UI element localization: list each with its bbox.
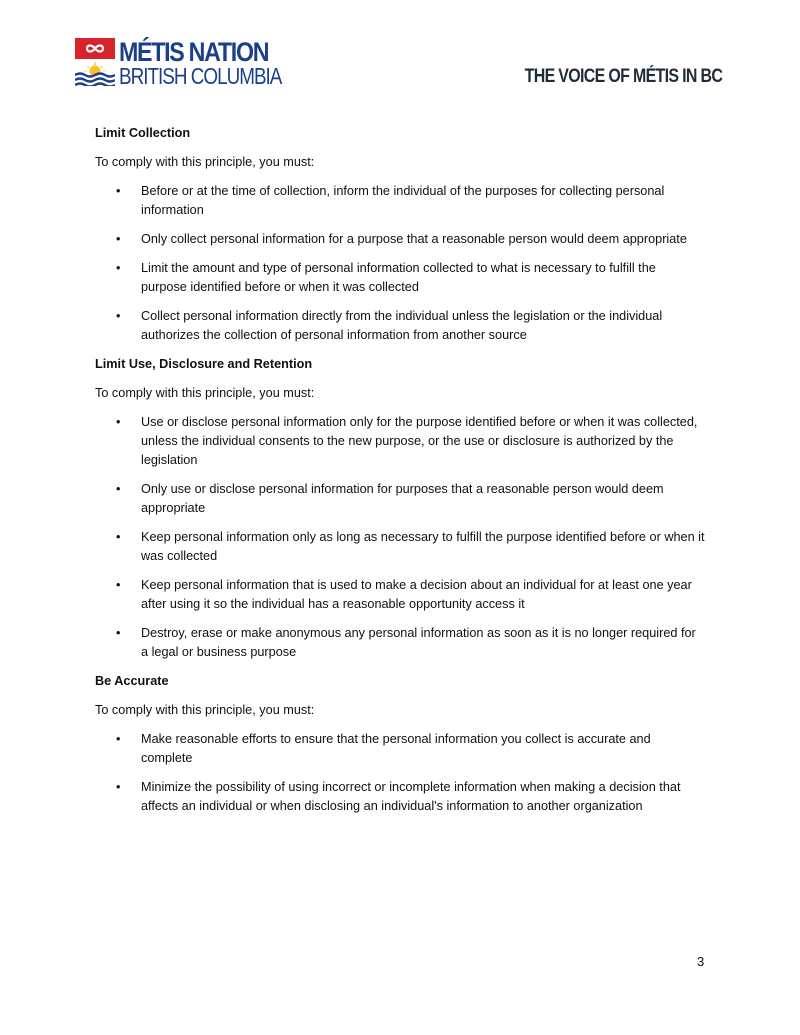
list-item xyxy=(95,480,705,518)
bullet-icon: • xyxy=(116,261,121,275)
list-item xyxy=(95,413,705,470)
bullet-icon: • xyxy=(116,530,121,544)
page-header xyxy=(0,0,800,110)
section-intro: To comply with this principle, you must: xyxy=(95,703,315,717)
bullet-icon: • xyxy=(116,626,121,640)
list-item xyxy=(95,528,705,566)
bullet-icon: • xyxy=(116,309,121,323)
list-item xyxy=(95,182,705,220)
bullet-icon: • xyxy=(116,184,121,198)
list-item xyxy=(95,230,705,249)
list-item-text: Collect personal information directly from the individual unless the legislation or the individual authorizes the collection of personal information from another source xyxy=(141,309,663,342)
bullet-icon: • xyxy=(116,780,121,794)
list-item-text: Make reasonable efforts to ensure that the personal information you collect is accurate and complete xyxy=(141,732,651,765)
list-item-text: Destroy, erase or make anonymous any personal information as soon as it is no longer required for a legal or business purpose xyxy=(141,626,696,659)
bullet-icon: • xyxy=(116,732,121,746)
bullet-icon: • xyxy=(116,482,121,496)
list-item-text: Only collect personal information for a purpose that a reasonable person would deem appropriate xyxy=(141,232,687,246)
list-item-text: Only use or disclose personal information for purposes that a reasonable person would deem appropriate xyxy=(141,482,664,515)
document-body xyxy=(95,124,705,826)
list-item-text: Keep personal information that is used to make a decision about an individual for at least one year after using it so the individual has a reasonable opportunity access it xyxy=(141,578,692,611)
section-be-accurate xyxy=(95,672,705,816)
logo-wordmark-line1: MÉTIS NATION xyxy=(119,37,269,67)
page-number: 3 xyxy=(697,954,705,969)
list-item-text: Limit the amount and type of personal information collected to what is necessary to fulfill the purpose identified before or when it was collected xyxy=(141,261,656,294)
bullet-icon: • xyxy=(116,232,121,246)
list-item-text: Minimize the possibility of using incorrect or incomplete information when making a decision that affects an individual or when disclosing an individual's information to another organization xyxy=(141,780,681,813)
list-item xyxy=(95,730,705,768)
bullet-list xyxy=(95,413,705,662)
list-item-text: Use or disclose personal information only for the purpose identified before or when it was collected, unless the individual consents to the new purpose, or the use or disclosure is authorized by the legislation xyxy=(141,415,698,467)
bullet-icon: • xyxy=(116,415,121,429)
list-item xyxy=(95,259,705,297)
list-item xyxy=(95,624,705,662)
section-limit-collection xyxy=(95,124,705,345)
list-item xyxy=(95,778,705,816)
bullet-list xyxy=(95,182,705,345)
section-intro: To comply with this principle, you must: xyxy=(95,386,315,400)
section-limit-use-disclosure-retention xyxy=(95,355,705,662)
section-heading: Be Accurate xyxy=(95,674,169,688)
list-item-text: Before or at the time of collection, inform the individual of the purposes for collecting personal information xyxy=(141,184,665,217)
section-heading: Limit Use, Disclosure and Retention xyxy=(95,357,313,371)
list-item-text: Keep personal information only as long as necessary to fulfill the purpose identified before or when it was collected xyxy=(141,530,705,563)
bullet-icon: • xyxy=(116,578,121,592)
metis-nation-bc-logo xyxy=(75,37,282,89)
list-item xyxy=(95,576,705,614)
bullet-list xyxy=(95,730,705,816)
infinity-sun-emblem-icon xyxy=(75,38,115,86)
header-tagline: THE VOICE OF MÉTIS IN BC xyxy=(524,66,722,87)
list-item xyxy=(95,307,705,345)
section-intro: To comply with this principle, you must: xyxy=(95,155,315,169)
logo-wordmark-line2: BRITISH COLUMBIA xyxy=(119,63,282,89)
section-heading: Limit Collection xyxy=(95,126,191,140)
